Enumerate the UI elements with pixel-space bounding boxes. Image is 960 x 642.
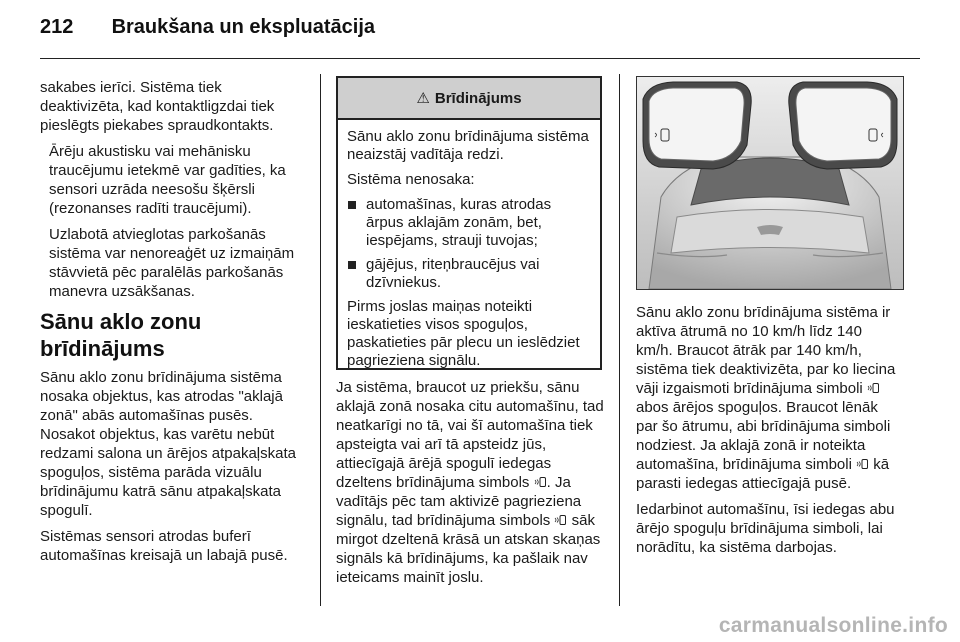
text-run: . Ja vadītājs pēc tam aktivizē pagrieziena signālu, tad brīdinājuma simbols — [336, 474, 582, 529]
warning-text: Sānu aklo zonu brīdinājuma sistēma neaizstāj vadītāja redzi. — [347, 128, 589, 163]
chapter-title: Braukšana un ekspluatācija — [111, 16, 376, 38]
list-item — [347, 256, 591, 292]
watermark: carmanualsonline.info — [718, 614, 948, 637]
section-heading: Sānu aklo zonu brīdinājums — [40, 309, 202, 361]
list-item — [347, 196, 591, 250]
warning-triangle-icon: ⚠ — [416, 90, 430, 107]
paragraph: Uzlabotā atvieglotas parkošanās sistēma var nenoreaģēt uz izmaiņām stāvvietā pēc paralēlās parkošanās manevra uzsākšanas. — [49, 226, 295, 300]
warning-title: Brīdinājums — [434, 89, 522, 107]
page-header — [40, 16, 375, 39]
paragraph — [636, 303, 900, 493]
column-right — [636, 303, 900, 564]
text-run: Sānu aklo zonu brīdinājuma sistēma ir aktīva ātrumā no 10 km/h līdz 140 km/h. Braucot ātrāk par 140 km/h, sistēma tiek deaktivizēta, par ko liecina vāji izgaismoti brīdinājuma simboli — [636, 304, 896, 397]
car-mirrors-image — [637, 77, 903, 289]
paragraph: Sistēmas sensori atrodas buferī automašīnas kreisajā un labajā pusē. — [40, 528, 288, 564]
column-left — [40, 78, 308, 572]
paragraph — [336, 378, 608, 587]
warning-body — [338, 120, 600, 385]
text-run: abos ārējos spoguļos. Braucot lēnāk par šo ātrumu, abi brīdinājuma simboli nodziest. Ja aklajā zonā ir noteikta automašīna, brīdinājuma simboli — [636, 399, 891, 473]
list-item-text: automašīnas, kuras atrodas ārpus aklajām zonām, bet, iespējams, strauji tuvojas; — [366, 196, 552, 249]
warning-header — [338, 78, 600, 120]
text-run: Ja sistēma, braucot uz priekšu, sānu aklajā zonā nosaka citu automašīnu, tad neatkarīgi no tā, vai šī automašīna tiek apsteigta vai arī tā apsteidz jūs, attiecīgajā ārējā spogulī iedegas dzeltens brīdinājuma simbols — [336, 379, 604, 491]
column-divider-left — [320, 74, 321, 606]
text-run: kā parasti iedegas attiecīgajā pusē. — [636, 456, 890, 492]
mirror-illustration — [636, 76, 904, 290]
blind-spot-warning-icon — [534, 477, 547, 488]
blind-spot-warning-icon — [856, 459, 869, 470]
blind-spot-warning-icon — [554, 515, 567, 526]
warning-box — [336, 76, 602, 370]
header-rule — [40, 58, 920, 59]
paragraph: Sānu aklo zonu brīdinājuma sistēma nosaka objektus, kas atrodas "aklajā zonā" abās automašīnas pusēs. Nosakot objektus, kas varētu nebūt redzami salona un ārējos atpakaļskata spoguļos, sistēma parāda vizuālu brīdinājumu katrā sānu atpakaļskata spogulī. — [40, 369, 296, 519]
list-item-text: gājējus, riteņbraucējus vai dzīvniekus. — [366, 256, 540, 291]
paragraph: sakabes ierīci. Sistēma tiek deaktivizēta, kad kontaktligzdai tiek pieslēgts piekabes spraudkontakts. — [40, 79, 275, 134]
column-divider-right — [619, 74, 620, 606]
paragraph: Iedarbinot automašīnu, īsi iedegas abu ārējo spoguļu brīdinājuma simboli, lai norādītu, ka sistēma darbojas. — [636, 501, 895, 556]
bullet-icon — [348, 261, 356, 269]
warning-text: Sistēma nenosaka: — [347, 171, 475, 188]
warning-list — [347, 196, 591, 292]
blind-spot-warning-icon — [867, 383, 880, 394]
page-number: 212 — [40, 16, 74, 38]
bullet-icon — [348, 201, 356, 209]
warning-text: Pirms joslas maiņas noteikti ieskatieties visos spoguļos, paskatieties pār plecu un ieslēdziet pagrieziena signālu. — [347, 298, 580, 369]
paragraph: Ārēju akustisku vai mehānisku traucējumu ietekmē var gadīties, ka sensori uzrāda neesošu šķērsli (rezonanses radīti traucējumi). — [49, 143, 286, 217]
column-middle — [336, 378, 608, 594]
text-run: sāk mirgot dzeltenā krāsā un atskan skaņas signāls kā brīdinājums, ka pašlaik nav ieteicams mainīt joslu. — [336, 512, 601, 586]
